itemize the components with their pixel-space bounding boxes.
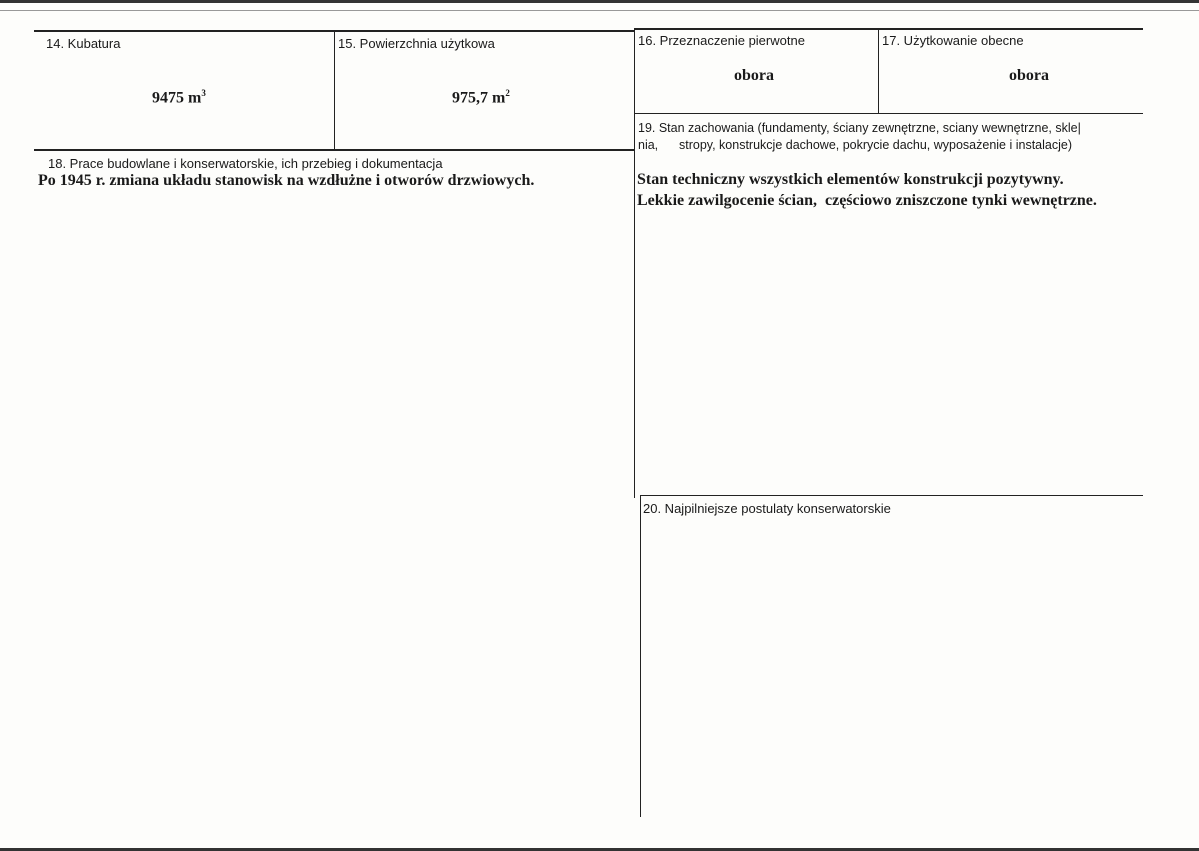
divider bbox=[34, 149, 634, 151]
field-14-value bbox=[152, 88, 206, 107]
divider bbox=[640, 495, 1143, 496]
divider bbox=[878, 28, 879, 114]
field-17-value: obora bbox=[1009, 67, 1049, 84]
field-18-value: Po 1945 r. zmiana układu stanowisk na wzdłużne i otworów drzwiowych. bbox=[38, 172, 535, 189]
field-16-value: obora bbox=[734, 67, 774, 84]
field-20-label: 20. Najpilniejsze postulaty konserwatorskie bbox=[643, 501, 891, 516]
scan-top-edge bbox=[0, 0, 1199, 3]
divider bbox=[334, 30, 335, 150]
field-14-label: 14. Kubatura bbox=[46, 36, 121, 51]
field-15-value bbox=[452, 88, 510, 107]
field-19-value-line2: Lekkie zawilgocenie ścian, częściowo zniszczone tynki wewnętrzne. bbox=[637, 192, 1097, 209]
field-16-label: 16. Przeznaczenie pierwotne bbox=[638, 33, 805, 48]
field-19-label: 19. Stan zachowania (fundamenty, ściany zewnętrzne, sciany wewnętrzne, skle| bbox=[638, 121, 1081, 135]
field-18-label: 18. Prace budowlane i konserwatorskie, ich przebieg i dokumentacja bbox=[48, 156, 443, 171]
unit-exponent: 2 bbox=[505, 88, 510, 98]
field-19-value-line1: Stan techniczny wszystkich elementów konstrukcji pozytywny. bbox=[637, 171, 1064, 188]
divider bbox=[634, 28, 635, 498]
divider bbox=[634, 113, 1143, 114]
powierzchnia-value: 975,7 m bbox=[452, 89, 506, 107]
field-17-label: 17. Użytkowanie obecne bbox=[882, 33, 1024, 48]
unit-exponent: 3 bbox=[201, 88, 206, 98]
kubatura-value: 9475 m bbox=[152, 89, 202, 107]
divider bbox=[634, 28, 1143, 30]
field-15-label: 15. Powierzchnia użytkowa bbox=[338, 36, 495, 51]
divider bbox=[640, 495, 641, 817]
field-19-label-cont: nia, stropy, konstrukcje dachowe, pokrycie dachu, wyposażenie i instalacje) bbox=[638, 138, 1073, 152]
page-top-rule bbox=[0, 10, 1199, 11]
